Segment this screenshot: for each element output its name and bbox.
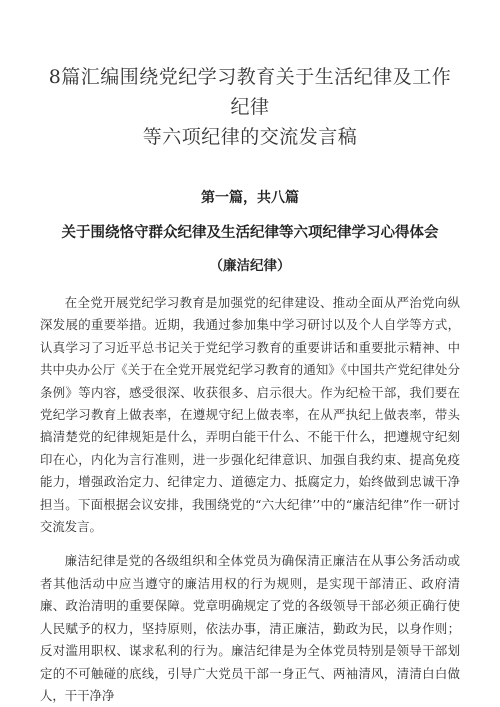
section-subtitle: 关于围绕恪守群众纪律及生活纪律等六项纪律学习心得体会 <box>61 225 439 241</box>
document-title-line-2: 等六项纪律的交流发言稿 <box>142 126 358 148</box>
paragraph-2: 廉洁纪律是党的各级组织和全体党员为确保清正廉洁在从事公务活动或者其他活动中应当遵守的廉洁用权的行为规则，是实现干部清正、政府清廉、政治清明的重要保障。党章明确规定了党的各级领导干部必须正确行使人民赋予的权力，坚持原则，依法办事，清正廉洁，勤政为民，以身作则；反对滥用职权、谋求私利的行为。廉洁纪律是为全体党员特别是领导干部划定的不可触碰的底线，引导广大党员干部一身正气、两袖清风，清清白白做人，干干净净 <box>40 553 460 703</box>
body-text <box>40 292 460 707</box>
section-subtitle-tag: （廉洁纪律） <box>209 258 291 274</box>
part-label: 第一篇，共八篇 <box>201 190 299 206</box>
document-title-line-1: 8篇汇编围绕党纪学习教育关于生活纪律及工作纪律 <box>48 66 452 118</box>
document-title <box>40 62 460 152</box>
paragraph-1: 在全党开展党纪学习教育是加强党的纪律建设、推动全面从严治党向纵深发展的重要举措。近期，我通过参加集中学习研讨以及个人自学等方式，认真学习了习近平总书记关于党纪学习教育的重要讲话和重要批示精神、中共中央办公厅《关于在全党开展党纪学习教育的通知》《中国共产党纪律处分条例》等内容，感受很深、收获很多、启示很大。作为纪检干部，我们要在党纪学习教育上做表率，在遵规守纪上做表率，在从严执纪上做表率，带头搞清楚党的纪律规矩是什么，弄明白能干什么、不能干什么，把遵规守纪刻印在心，内化为言行准则，进一步强化纪律意识、加强自我约束、提高免疫能力，增强政治定力、纪律定力、道德定力、抵腐定力，始终做到忠诚干净担当。下面根据会议安排，我围绕党的“六大纪律’’中的“廉洁纪律”作一研讨交流发言。 <box>40 295 460 535</box>
